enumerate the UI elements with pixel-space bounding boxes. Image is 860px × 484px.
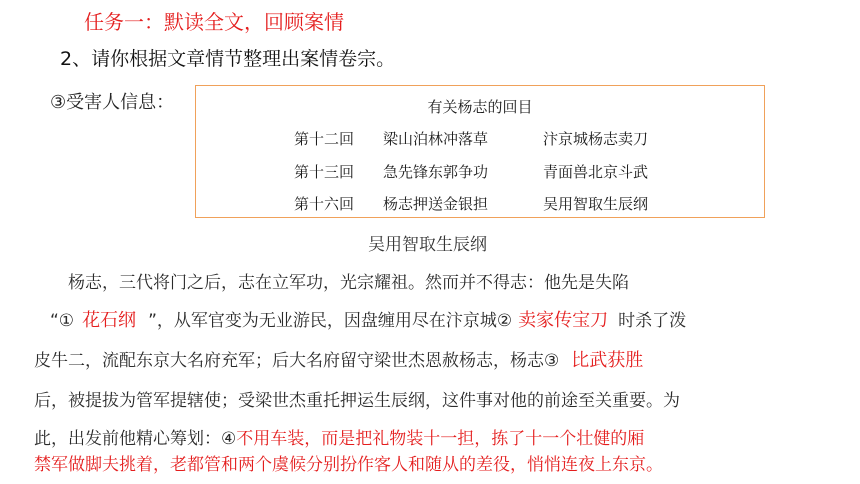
passage-line-2-mid: ”，从军官变为无业游民，因盘缠用尽在汴京城② [148,311,513,331]
chapter-title-second: 青面兽北京斗武 [543,163,649,181]
answer-1: 花石纲 [82,310,137,331]
chapter-title-first: 梁山泊林冲落草 [383,130,489,148]
passage-line-2-end: 时杀了泼 [618,311,687,331]
blank-1-open: “① [50,311,75,331]
chapter-number: 第十六回 [294,195,355,213]
answer-2: 卖家传宝刀 [518,310,609,331]
chapter-title-second: 汴京城杨志卖刀 [543,130,649,148]
passage-line-2 [50,306,686,332]
answer-4-part-2: 禁军做脚夫挑着，老都管和两个虞候分别扮作客人和随从的差役，悄悄连夜上东京。 [34,455,663,475]
passage-line-3-start: 皮牛二，流配东京大名府充军；后大名府留守梁世杰恩赦杨志，杨志③ [34,351,560,371]
passage-line-4: 后，被提拔为管军提辖使；受梁世杰重托押运生辰纲，这件事对他的前途至关重要。为 [34,391,680,411]
chapter-title-first: 杨志押送金银担 [383,195,489,213]
passage-line-5 [34,424,644,449]
chapter-number: 第十二回 [294,130,355,148]
task-heading: 任务一：默读全文，回顾案情 [84,10,344,34]
passage-line-5-start: 此，出发前他精心筹划：④ [34,429,237,449]
chapter-box-title: 有关杨志的回目 [427,98,533,116]
passage-line-3 [34,346,643,372]
passage-subtitle: 吴用智取生辰纲 [368,235,487,255]
question-text: 2、请你根据文章情节整理出案情卷宗。 [60,48,396,70]
answer-4-part-1: 不用车装，而是把礼物装十一担，拣了十一个壮健的厢 [236,429,645,449]
chapter-number: 第十三回 [294,163,355,181]
chapter-titles-box [195,85,765,218]
answer-3: 比武获胜 [571,350,644,371]
chapter-title-second: 吴用智取生辰纲 [543,195,649,213]
victim-info-label: ③受害人信息： [50,92,175,113]
chapter-title-first: 急先锋东郭争功 [383,163,489,181]
passage-line-1: 杨志，三代将门之后，志在立军功，光宗耀祖。然而并不得志：他先是失陷 [68,273,629,293]
